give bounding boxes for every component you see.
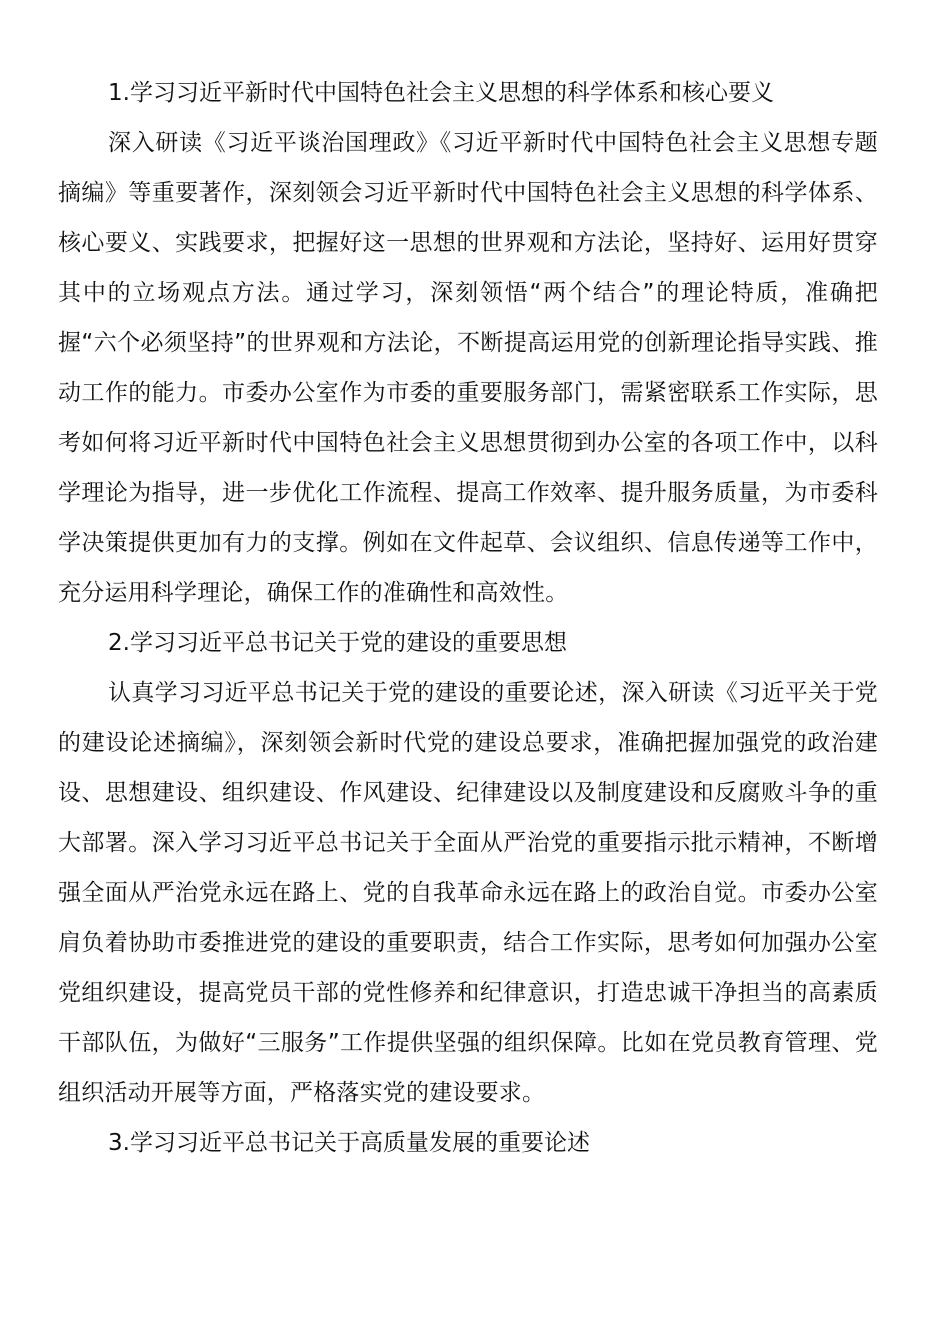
section-2-heading: 2.学习习近平总书记关于党的建设的重要思想: [108, 630, 567, 656]
document-page: [58, 68, 878, 1168]
section-2-body: 认真学习习近平总书记关于党的建设的重要论述，深入研读《习近平关于党的建设论述摘编》，深刻领会新时代党的建设总要求，准确把握加强党的政治建设、思想建设、组织建设、作风建设、纪律建设以及制度建设和反腐败斗争的重大部署。深入学习习近平总书记关于全面从严治党的重要指示批示精神，不断增强全面从严治党永远在路上、党的自我革命永远在路上的政治自觉。市委办公室肩负着协助市委推进党的建设的重要职责，结合工作实际，思考如何加强办公室党组织建设，提高党员干部的党性修养和纪律意识，打造忠诚干净担当的高素质干部队伍，为做好“三服务”工作提供坚强的组织保障。比如在党员教育管理、党组织活动开展等方面，严格落实党的建设要求。: [58, 680, 878, 1106]
section-1-heading: 1.学习习近平新时代中国特色社会主义思想的科学体系和核心要义: [108, 80, 774, 106]
section-1-body: 深入研读《习近平谈治国理政》《习近平新时代中国特色社会主义思想专题摘编》等重要著作，深刻领会习近平新时代中国特色社会主义思想的科学体系、核心要义、实践要求，把握好这一思想的世界观和方法论，坚持好、运用好贯穿其中的立场观点方法。通过学习，深刻领悟“两个结合”的理论特质，准确把握“六个必须坚持”的世界观和方法论，不断提高运用党的创新理论指导实践、推动工作的能力。市委办公室作为市委的重要服务部门，需紧密联系工作实际，思考如何将习近平新时代中国特色社会主义思想贯彻到办公室的各项工作中，以科学理论为指导，进一步优化工作流程、提高工作效率、提升服务质量，为市委科学决策提供更加有力的支撑。例如在文件起草、会议组织、信息传递等工作中，充分运用科学理论，确保工作的准确性和高效性。: [58, 130, 878, 606]
section-3-heading: 3.学习习近平总书记关于高质量发展的重要论述: [108, 1130, 590, 1156]
